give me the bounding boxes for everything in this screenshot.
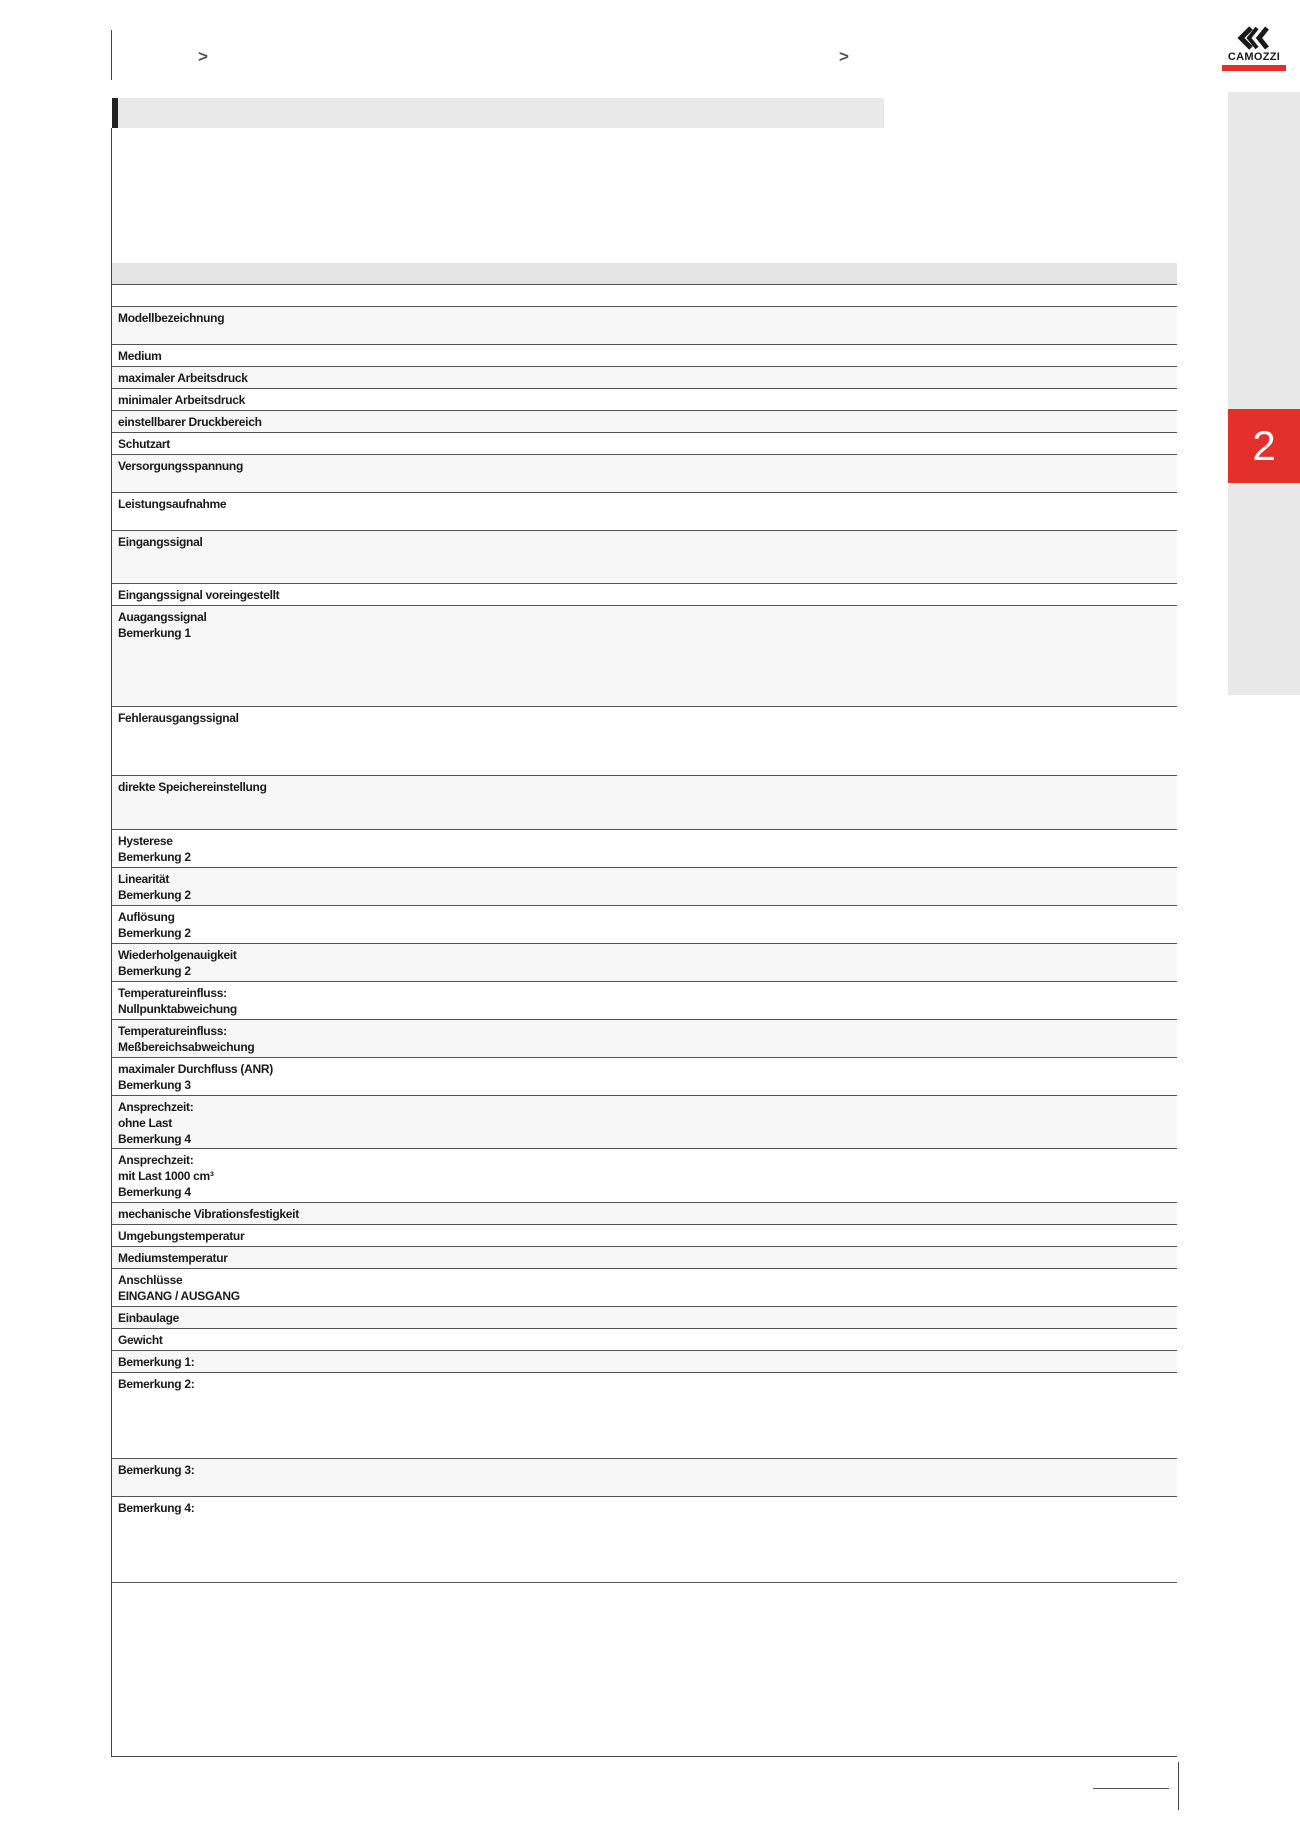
spec-row xyxy=(112,1307,1177,1329)
spec-row xyxy=(112,707,1177,776)
spec-label xyxy=(118,1500,194,1516)
document-frame-bottom xyxy=(111,1756,1177,1757)
spec-row xyxy=(112,285,1177,307)
spec-label-line: Auflösung xyxy=(118,910,175,924)
spec-label-line: Nullpunktabweichung xyxy=(118,1002,237,1016)
spec-row xyxy=(112,345,1177,367)
spec-label-line: einstellbarer Druckbereich xyxy=(118,415,262,429)
spec-label-line: minimaler Arbeitsdruck xyxy=(118,393,245,407)
spec-label xyxy=(118,436,170,452)
spec-label-line: Bemerkung 2 xyxy=(118,964,191,978)
spec-label-line: Bemerkung 4: xyxy=(118,1501,195,1515)
spec-label xyxy=(118,1462,194,1478)
spec-row xyxy=(112,606,1177,707)
spec-label-line: Ansprechzeit: xyxy=(118,1153,194,1167)
footer-line xyxy=(1093,1788,1169,1789)
spec-label-line: Temperatureinfluss: xyxy=(118,1024,227,1038)
spec-label xyxy=(118,1332,163,1348)
spec-label xyxy=(118,414,262,430)
spec-row xyxy=(112,1459,1177,1497)
spec-row xyxy=(112,1096,1177,1149)
spec-label-line: Versorgungsspannung xyxy=(118,459,243,473)
spec-label-line: EINGANG / AUSGANG xyxy=(118,1289,240,1303)
spec-label-line: direkte Speichereinstellung xyxy=(118,780,267,794)
spec-label-line: Auagangssignal xyxy=(118,610,207,624)
spec-label-line: mechanische Vibrationsfestigkeit xyxy=(118,1207,299,1221)
camozzi-mark-icon xyxy=(1237,26,1271,50)
logo-accent-bar xyxy=(1222,65,1286,71)
spec-label-line: Fehlerausgangssignal xyxy=(118,711,239,725)
spec-row xyxy=(112,1329,1177,1351)
footer-divider xyxy=(1178,1762,1179,1810)
spec-row xyxy=(112,411,1177,433)
spec-row xyxy=(112,367,1177,389)
spec-row xyxy=(112,584,1177,606)
spec-label xyxy=(118,833,191,865)
spec-label xyxy=(118,1228,244,1244)
spec-label xyxy=(118,1023,254,1055)
spec-row xyxy=(112,493,1177,531)
spec-label-line: maximaler Durchfluss (ANR) xyxy=(118,1062,273,1076)
spec-label xyxy=(118,947,237,979)
spec-label xyxy=(118,1310,179,1326)
camozzi-logo xyxy=(1222,26,1286,76)
spec-label xyxy=(118,909,191,941)
spec-label-line: Ansprechzeit: xyxy=(118,1100,194,1114)
spec-label-line: Bemerkung 3: xyxy=(118,1463,195,1477)
spec-label xyxy=(118,779,267,795)
spec-label xyxy=(118,1376,194,1392)
spec-label-line: Linearität xyxy=(118,872,170,886)
spec-label xyxy=(118,1272,240,1304)
spec-label-line: Bemerkung 3 xyxy=(118,1078,191,1092)
spec-table-header xyxy=(112,263,1177,284)
spec-label-line: maximaler Arbeitsdruck xyxy=(118,371,248,385)
spec-row xyxy=(112,1149,1177,1203)
spec-row xyxy=(112,531,1177,584)
spec-row xyxy=(112,830,1177,868)
spec-label-line: ohne Last xyxy=(118,1116,172,1130)
spec-label-line: Wiederholgenauigkeit xyxy=(118,948,237,962)
spec-label xyxy=(118,871,191,903)
spec-label-line: Mediumstemperatur xyxy=(118,1251,228,1265)
title-accent xyxy=(112,98,118,128)
spec-label-line: Bemerkung 1 xyxy=(118,626,191,640)
spec-label-line: Bemerkung 4 xyxy=(118,1185,191,1199)
spec-row xyxy=(112,982,1177,1020)
spec-label-line: Gewicht xyxy=(118,1333,163,1347)
spec-row xyxy=(112,944,1177,982)
logo-wordmark: CAMOZZI xyxy=(1227,51,1281,63)
spec-label xyxy=(118,310,224,326)
spec-label xyxy=(118,587,279,603)
spec-row xyxy=(112,389,1177,411)
spec-label-line: Einbaulage xyxy=(118,1311,180,1325)
section-title-bar xyxy=(112,98,884,128)
spec-label xyxy=(118,392,245,408)
spec-label-line: Medium xyxy=(118,349,162,363)
spec-row xyxy=(112,1058,1177,1096)
spec-row xyxy=(112,906,1177,944)
spec-label xyxy=(118,496,226,512)
spec-label xyxy=(118,1061,273,1093)
header-divider xyxy=(111,30,112,80)
spec-label-line: Eingangssignal xyxy=(118,535,203,549)
spec-row xyxy=(112,1225,1177,1247)
spec-label-line: Bemerkung 2: xyxy=(118,1377,195,1391)
spec-row xyxy=(112,433,1177,455)
spec-label-line: Anschlüsse xyxy=(118,1273,183,1287)
spec-row xyxy=(112,1247,1177,1269)
spec-label xyxy=(118,1206,299,1222)
spec-row xyxy=(112,1351,1177,1373)
spec-label xyxy=(118,1152,214,1200)
spec-label-line: Schutzart xyxy=(118,437,170,451)
spec-label-line: Bemerkung 4 xyxy=(118,1132,191,1146)
spec-label-line: Bemerkung 2 xyxy=(118,850,191,864)
chapter-tab[interactable]: 2 xyxy=(1228,409,1300,483)
spec-label xyxy=(118,710,239,726)
spec-label-line: Bemerkung 1: xyxy=(118,1355,195,1369)
spec-label-line: Hysterese xyxy=(118,834,173,848)
chapter-sidebar xyxy=(1228,92,1300,695)
spec-label xyxy=(118,534,202,550)
spec-row xyxy=(112,1497,1177,1583)
spec-label xyxy=(118,1250,228,1266)
breadcrumb-separator-2: > xyxy=(839,47,849,66)
breadcrumb-separator-1: > xyxy=(198,47,208,66)
spec-label-line: mit Last 1000 cm³ xyxy=(118,1169,214,1183)
spec-row xyxy=(112,868,1177,906)
spec-label-line: Bemerkung 2 xyxy=(118,926,191,940)
spec-label xyxy=(118,985,237,1017)
spec-label xyxy=(118,1099,193,1147)
spec-label xyxy=(118,609,206,641)
spec-label-line: Bemerkung 2 xyxy=(118,888,191,902)
spec-label-line: Temperatureinfluss: xyxy=(118,986,227,1000)
spec-row xyxy=(112,1020,1177,1058)
spec-label-line: Meßbereichsabweichung xyxy=(118,1040,255,1054)
spec-table xyxy=(112,284,1177,1583)
spec-row xyxy=(112,455,1177,493)
spec-label-line: Modellbezeichnung xyxy=(118,311,225,325)
spec-row xyxy=(112,1269,1177,1307)
spec-label xyxy=(118,348,162,364)
spec-label-line: Umgebungstemperatur xyxy=(118,1229,245,1243)
spec-row xyxy=(112,307,1177,345)
spec-row xyxy=(112,776,1177,830)
spec-label-line: Leistungsaufnahme xyxy=(118,497,227,511)
spec-row xyxy=(112,1203,1177,1225)
spec-row xyxy=(112,1373,1177,1459)
spec-label xyxy=(118,370,248,386)
spec-label xyxy=(118,458,243,474)
spec-label-line: Eingangssignal voreingestellt xyxy=(118,588,280,602)
spec-label xyxy=(118,1354,194,1370)
